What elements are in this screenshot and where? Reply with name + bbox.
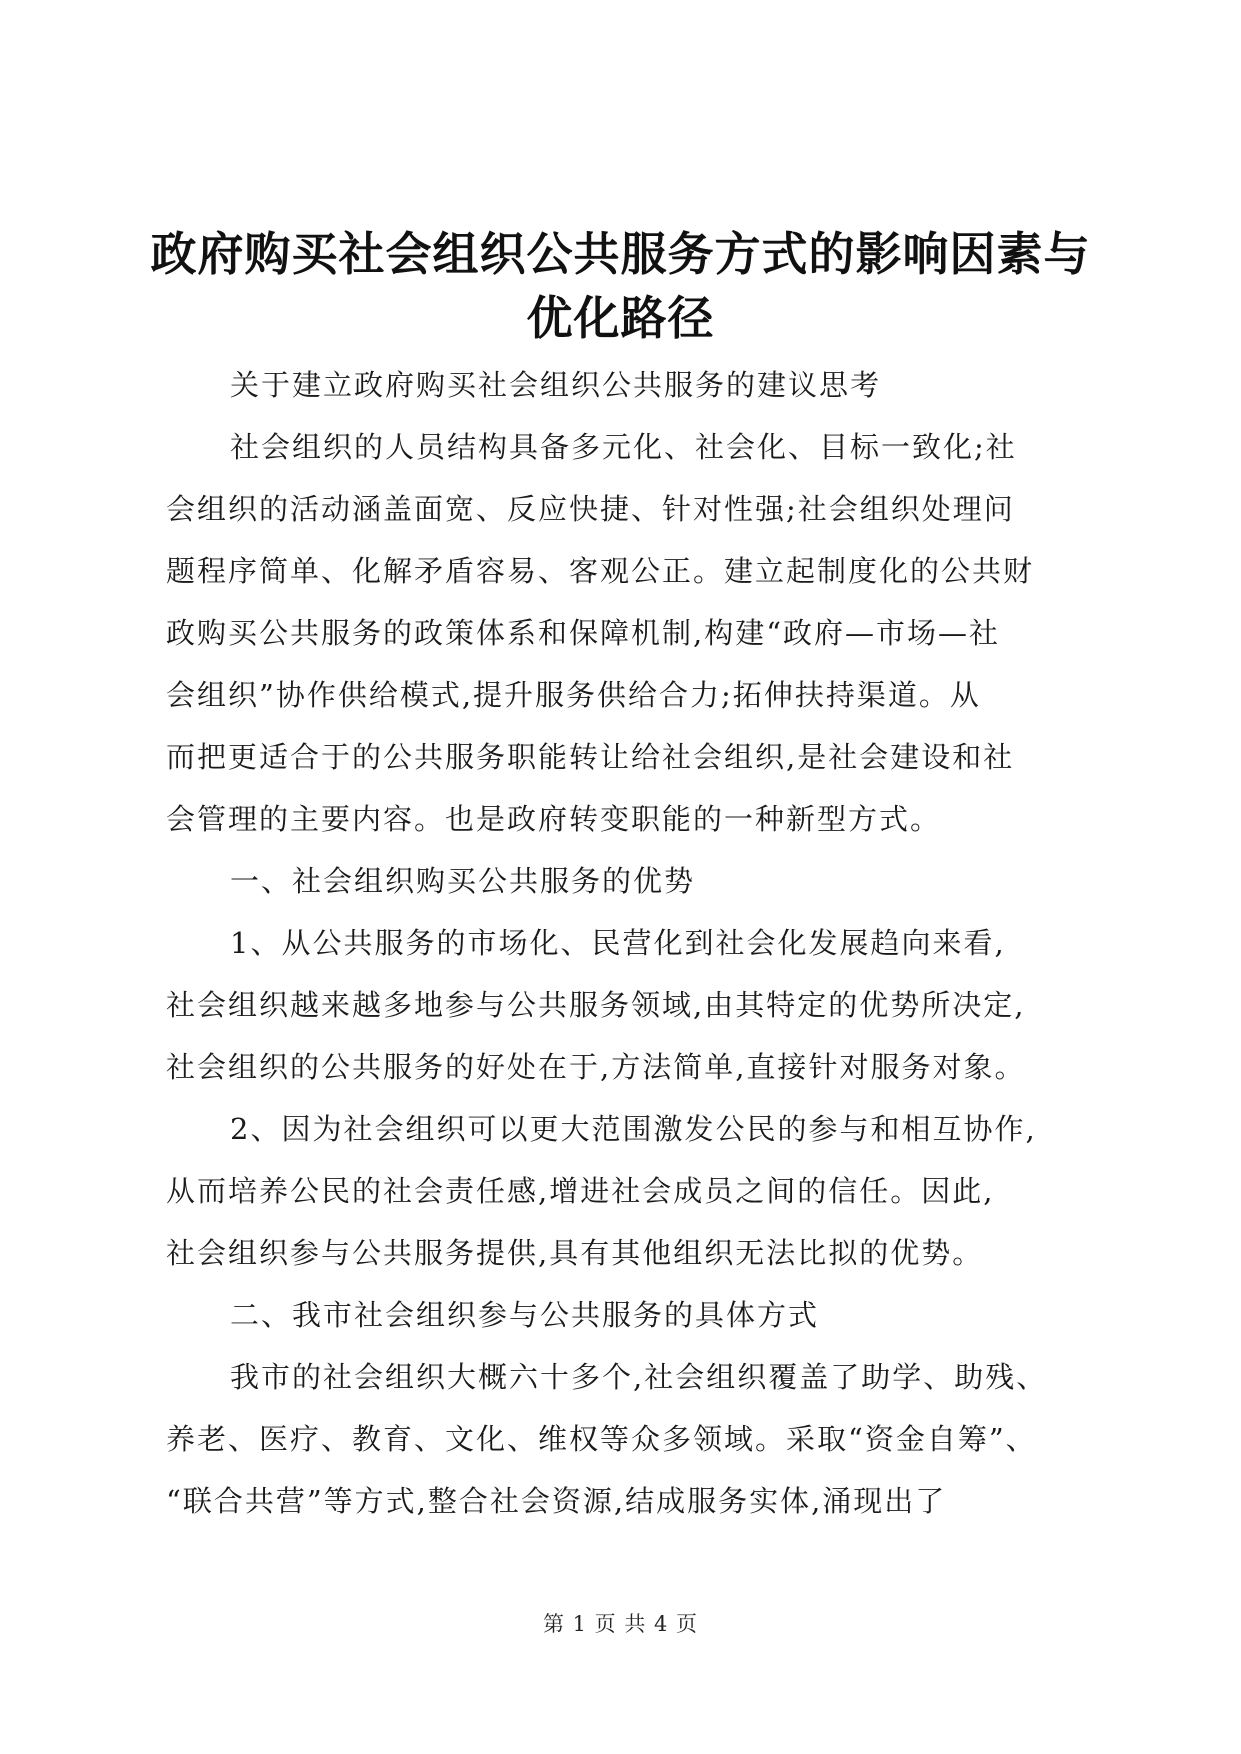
text-line: 社会组织参与公共服务提供,具有其他组织无法比拟的优势。 xyxy=(166,1236,984,1270)
text-line: 我市的社会组织大概六十多个,社会组织覆盖了助学、助残、 xyxy=(230,1360,1048,1394)
text-line: 1、从公共服务的市场化、民营化到社会化发展趋向来看, xyxy=(230,926,1006,960)
text-line: 社会组织越来越多地参与公共服务领域,由其特定的优势所决定, xyxy=(166,988,1026,1022)
text-line: 一、社会组织购买公共服务的优势 xyxy=(230,864,696,898)
document-body xyxy=(166,354,1086,1532)
text-line: 社会组织的人员结构具备多元化、社会化、目标一致化;社 xyxy=(230,430,1017,464)
title-line: 优化路径 xyxy=(526,291,715,345)
text-line: 养老、医疗、教育、文化、维权等众多领域。采取“资金自筹”、 xyxy=(166,1422,1037,1456)
text-line: 政购买公共服务的政策体系和保障机制,构建“政府—市场—社 xyxy=(166,616,1001,650)
text-line: 从而培养公民的社会责任感,增进社会成员之间的信任。因此, xyxy=(166,1174,995,1208)
text-line: 2、因为社会组织可以更大范围激发公民的参与和相互协作, xyxy=(230,1112,1037,1146)
document-title xyxy=(130,222,1111,350)
text-line: 关于建立政府购买社会组织公共服务的建议思考 xyxy=(230,368,882,402)
body-paragraphs xyxy=(166,354,1086,1532)
text-line: 二、我市社会组织参与公共服务的具体方式 xyxy=(230,1298,820,1332)
text-line: 题程序简单、化解矛盾容易、客观公正。建立起制度化的公共财 xyxy=(166,554,1035,588)
page-number-footer: 第 1 页 共 4 页 xyxy=(542,1612,699,1636)
text-line: 会组织”协作供给模式,提升服务供给合力;拓伸扶持渠道。从 xyxy=(166,678,981,712)
text-line: 社会组织的公共服务的好处在于,方法简单,直接针对服务对象。 xyxy=(166,1050,1026,1084)
text-line: “联合共营”等方式,整合社会资源,结成服务实体,涌现出了 xyxy=(166,1484,947,1518)
title-line: 政府购买社会组织公共服务方式的影响因素与 xyxy=(150,227,1091,281)
text-line: 而把更适合于的公共服务职能转让给社会组织,是社会建设和社 xyxy=(166,740,1015,774)
text-line: 会组织的活动涵盖面宽、反应快捷、针对性强;社会组织处理问 xyxy=(166,492,1015,526)
text-line: 会管理的主要内容。也是政府转变职能的一种新型方式。 xyxy=(166,802,942,836)
